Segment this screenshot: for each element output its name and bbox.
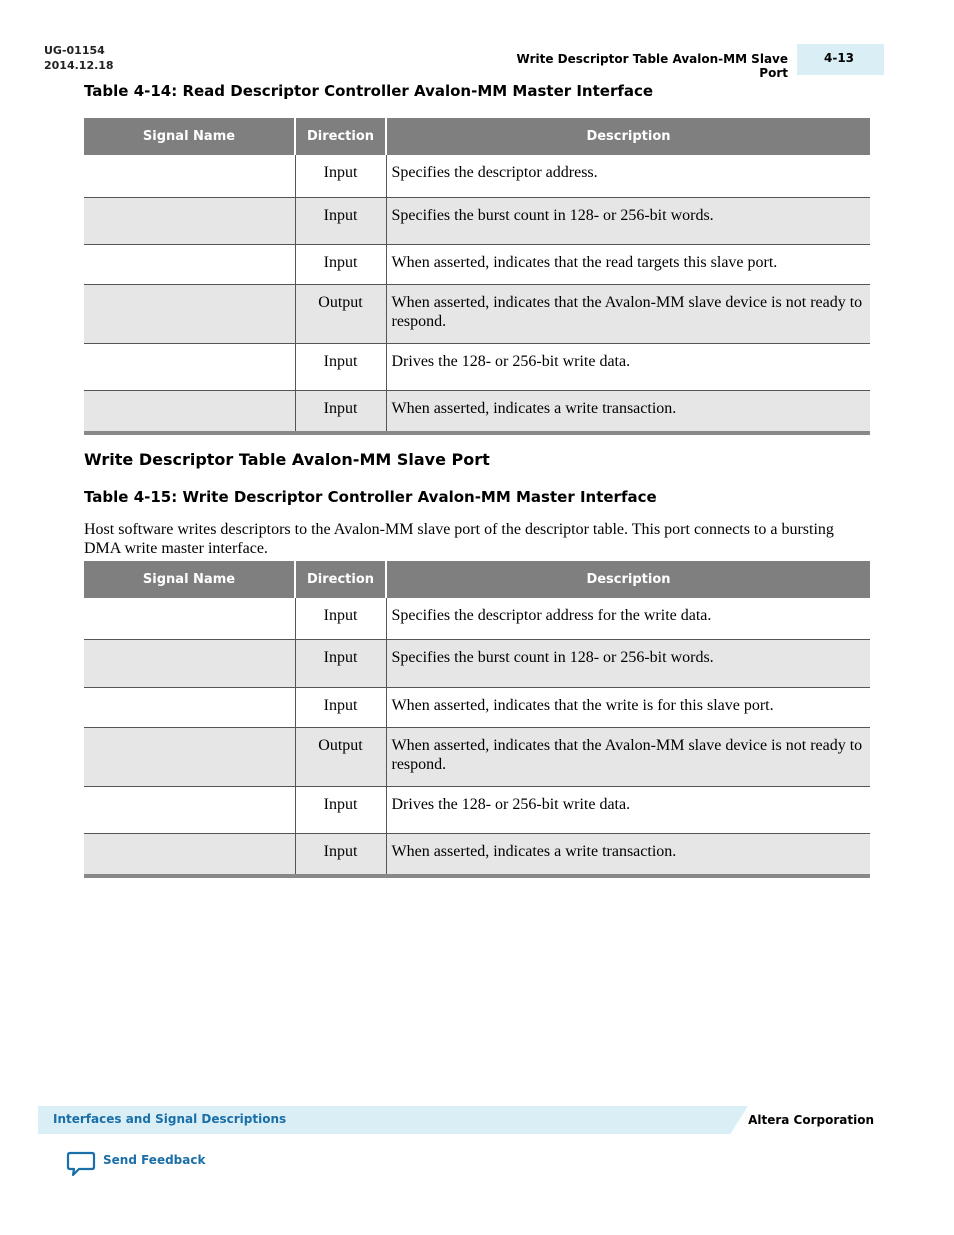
description-cell: When asserted, indicates that the read targets this slave port. (386, 244, 870, 284)
description-cell: Drives the 128- or 256-bit write data. (386, 343, 870, 390)
signal-cell (84, 244, 295, 284)
column-header-signal: Signal Name (84, 561, 295, 598)
direction-cell: Input (295, 197, 386, 244)
description-cell: When asserted, indicates a write transaction. (386, 833, 870, 876)
column-header-direction: Direction (295, 118, 386, 155)
signal-cell (84, 197, 295, 244)
footer-company: Altera Corporation (748, 1113, 874, 1127)
table-row (84, 727, 870, 786)
column-header-signal: Signal Name (84, 118, 295, 155)
description-cell: When asserted, indicates that the write is for this slave port. (386, 687, 870, 727)
table-row (84, 639, 870, 687)
description-cell: When asserted, indicates that the Avalon-MM slave device is not ready to respond. (386, 727, 870, 786)
send-feedback-link[interactable]: Send Feedback (103, 1153, 206, 1167)
direction-cell: Input (295, 639, 386, 687)
signal-cell (84, 598, 295, 639)
description-cell: Specifies the burst count in 128- or 256-bit words. (386, 639, 870, 687)
table-header-row (84, 561, 870, 598)
table-15 (84, 561, 870, 878)
signal-cell (84, 639, 295, 687)
table-row (84, 687, 870, 727)
direction-cell: Input (295, 390, 386, 433)
column-header-direction: Direction (295, 561, 386, 598)
table-row (84, 284, 870, 343)
doc-number: UG-01154 (44, 44, 105, 57)
direction-cell: Input (295, 343, 386, 390)
direction-cell: Input (295, 155, 386, 197)
doc-date: 2014.12.18 (44, 59, 114, 72)
signal-cell (84, 727, 295, 786)
footer-chapter-link[interactable]: Interfaces and Signal Descriptions (53, 1112, 287, 1126)
table-header-row (84, 118, 870, 155)
running-header-title: Write Descriptor Table Avalon-MM Slave Port (516, 52, 788, 80)
table-14 (84, 118, 870, 435)
table-14-caption: Table 4-14: Read Descriptor Controller Avalon-MM Master Interface (84, 82, 654, 100)
table-row (84, 155, 870, 197)
signal-cell (84, 786, 295, 833)
speech-bubble-icon[interactable] (66, 1151, 96, 1177)
description-cell: When asserted, indicates a write transaction. (386, 390, 870, 433)
table-row (84, 197, 870, 244)
description-cell: Drives the 128- or 256-bit write data. (386, 786, 870, 833)
signal-cell (84, 687, 295, 727)
description-cell: Specifies the burst count in 128- or 256-bit words. (386, 197, 870, 244)
table-row (84, 598, 870, 639)
table-15-caption: Table 4-15: Write Descriptor Controller Avalon-MM Master Interface (84, 488, 657, 506)
table-row (84, 833, 870, 876)
direction-cell: Input (295, 687, 386, 727)
signal-cell (84, 155, 295, 197)
signal-cell (84, 343, 295, 390)
column-header-description: Description (386, 118, 870, 155)
table-row (84, 786, 870, 833)
direction-cell: Input (295, 833, 386, 876)
signal-cell (84, 284, 295, 343)
section-heading: Write Descriptor Table Avalon-MM Slave Port (84, 450, 490, 469)
page-number: 4-13 (823, 51, 855, 65)
description-cell: When asserted, indicates that the Avalon-MM slave device is not ready to respond. (386, 284, 870, 343)
column-header-description: Description (386, 561, 870, 598)
table-15-intro: Host software writes descriptors to the Avalon-MM slave port of the descriptor table. This port connects to a bursting DMA write master interface. (84, 521, 834, 557)
signal-cell (84, 833, 295, 876)
description-cell: Specifies the descriptor address for the write data. (386, 598, 870, 639)
doc-id-block (44, 43, 114, 73)
direction-cell: Input (295, 598, 386, 639)
direction-cell: Input (295, 244, 386, 284)
direction-cell: Output (295, 284, 386, 343)
table-row (84, 343, 870, 390)
table-row (84, 244, 870, 284)
table-row (84, 390, 870, 433)
direction-cell: Input (295, 786, 386, 833)
description-cell: Specifies the descriptor address. (386, 155, 870, 197)
direction-cell: Output (295, 727, 386, 786)
signal-cell (84, 390, 295, 433)
